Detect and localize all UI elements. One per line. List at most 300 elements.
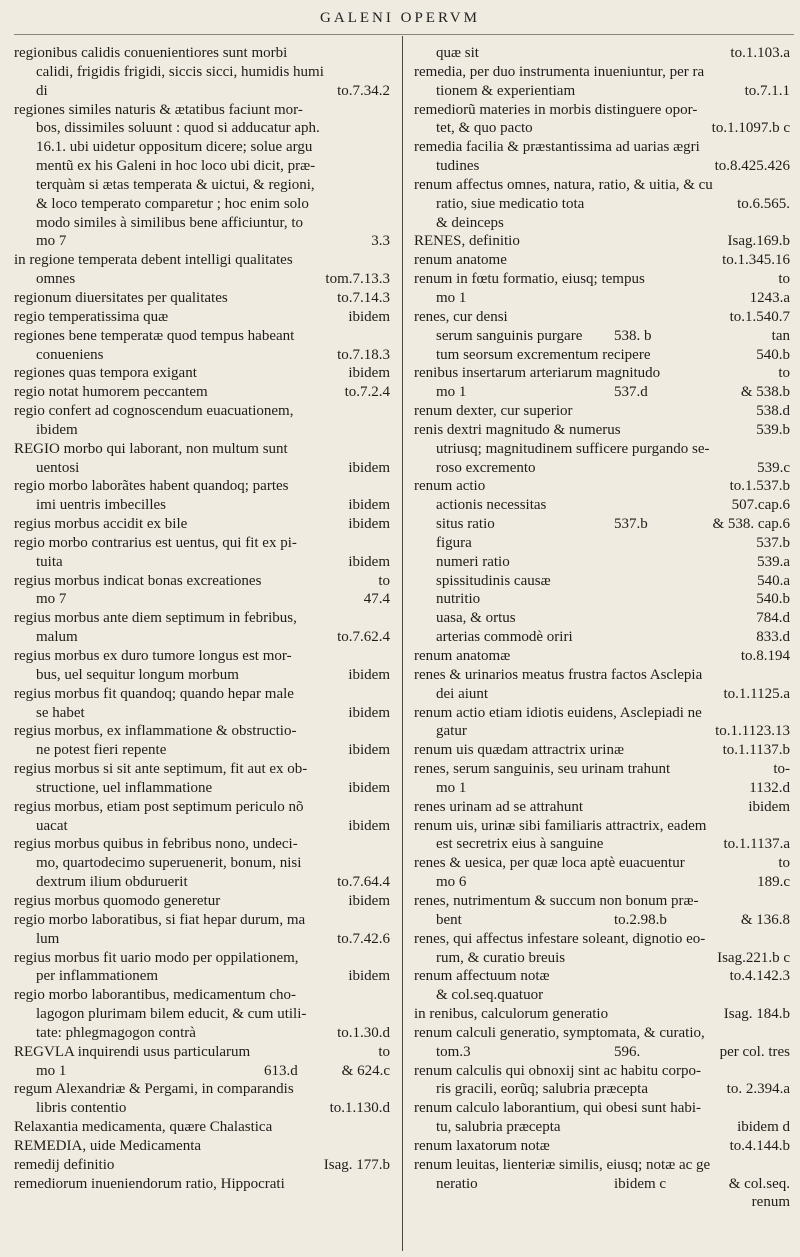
entry-reference: to.1.103.a [730,45,790,61]
entry-text: tum seorsum excrementum recipere [436,346,651,363]
index-line [414,590,794,609]
entry-text: se habet [36,704,85,721]
index-line [14,760,394,779]
entry-text: REMEDIA, uide Medicamenta [14,1137,202,1154]
index-line [414,704,794,723]
entry-reference: to- [773,761,790,778]
entry-text: dextrum ilium obduruerit [36,874,188,891]
entry-text: renum calculis qui obnoxij sint ac habitu corpo- [414,1062,702,1079]
entry-text: renum leuitas, lienteriæ similis, eiusq; notæ ac ge [414,1156,711,1173]
entry-text: regius morbus accidit ex bile [14,516,188,533]
entry-text: remedia, per duo instrumenta inueniuntur, per ra [414,63,705,80]
entry-text: modo similes à similibus bene afficiuntur, to [36,214,304,231]
entry-text: quæ sit [436,45,479,61]
entry-text: mo 7 [36,233,67,250]
index-line [414,911,794,930]
entry-text: regio temperatissima quæ [14,308,169,325]
index-line [14,44,394,63]
entry-text: regius morbus fit uario modo per oppilationem, [14,949,299,966]
entry-text: lum [36,930,60,947]
entry-reference: ibidem [348,817,390,834]
entry-text: ris gracili, eorũq; salubria præcepta [436,1081,649,1098]
entry-text: renis dextri magnitudo & numerus [414,421,621,438]
index-line [414,101,794,120]
index-line [414,1024,794,1043]
left-column [14,44,394,1193]
index-line [14,402,394,421]
entry-text: REGIO morbo qui laborant, non multum sunt [14,440,288,457]
index-line [414,44,794,63]
entry-reference: 1132.d [749,779,790,796]
entry-text: regionibus calidis conuenientiores sunt morbi [14,45,288,61]
column-divider [402,36,403,1251]
entry-text: remediorum inueniendorum ratio, Hippocrati [14,1175,285,1192]
entry-text: tate: phlegmagogon contrà [36,1024,196,1041]
entry-text: regiones quas tempora exigant [14,365,197,382]
entry-text: neratio [436,1175,478,1192]
entry-text: renes, nutrimentum & succum non bonum præ- [414,892,699,909]
entry-text: mo 7 [36,591,67,608]
index-line [414,232,794,251]
entry-reference: ibidem d [737,1119,790,1136]
entry-reference: to.1.540.7 [729,308,790,325]
index-line [414,1137,794,1156]
entry-text: RENES, definitio [414,233,520,250]
running-head: GALENI OPERVM [320,10,480,26]
index-line [14,873,394,892]
entry-reference: to [778,365,790,382]
entry-reference: & 538. cap.6 [712,516,790,533]
index-line [414,195,794,214]
index-line [14,195,394,214]
index-line [14,741,394,760]
index-line [14,779,394,798]
entry-text: tu, salubria præcepta [436,1119,561,1136]
entry-text: bus, uel sequitur longum morbum [36,666,239,683]
entry-text: & loco temperato comparetur ; hoc enim solo [36,195,309,212]
index-line [414,1005,794,1024]
entry-text: numeri ratio [436,553,510,570]
entry-reference: to. 2.394.a [726,1081,790,1098]
entry-reference: to.7.18.3 [337,346,390,363]
entry-reference: 1243.a [749,289,790,306]
index-line [14,854,394,873]
entry-reference: to.8.194 [740,648,790,664]
entry-text: remediorũ materies in morbis distinguere opor- [414,101,698,118]
index-line [14,647,394,666]
index-line [414,967,794,986]
entry-ref-mid: 537.b [614,516,648,533]
entry-text: renum anatome [414,252,507,269]
index-line [14,666,394,685]
entry-reference: ibidem [348,553,390,570]
entry-reference: 3.3 [371,233,390,250]
index-line [414,1118,794,1137]
index-line [14,232,394,251]
index-line [414,383,794,402]
entry-text: ne potest fieri repente [36,742,167,759]
entry-ref-mid: 596. [614,1043,641,1060]
index-line [414,986,794,1005]
entry-text: renum calculi generatio, symptomata, & curatio, [414,1024,705,1041]
entry-text: mo 1 [436,779,467,796]
index-line [414,459,794,478]
index-line [414,82,794,101]
entry-reference: to [378,572,390,589]
index-line [14,534,394,553]
right-column [414,44,794,1212]
index-line [14,704,394,723]
index-line [414,421,794,440]
index-line [14,383,394,402]
index-line [414,308,794,327]
entry-text: situs ratio [436,516,495,533]
entry-reference: Isag.169.b [727,233,790,250]
index-line [14,364,394,383]
entry-text: utriusq; magnitudinem sufficere purgando se- [436,440,710,457]
entry-reference: 538.d [756,403,790,420]
index-line [14,1156,394,1175]
index-line [414,1099,794,1118]
index-line [14,477,394,496]
entry-reference: 540.b [756,346,790,363]
entry-text: est secretrix eius à sanguine [436,836,604,853]
entry-reference: 539.a [757,553,790,570]
entry-text: tionem & experientiam [436,82,576,99]
entry-reference: tan [771,327,790,344]
index-line [414,1175,794,1194]
entry-reference: 539.b [756,421,790,438]
entry-reference: ibidem [748,798,790,815]
index-line [414,685,794,704]
entry-ref-mid: ibidem c [614,1175,667,1192]
index-line [14,722,394,741]
index-line [14,572,394,591]
entry-text: regius morbus quomodo generetur [14,892,221,909]
index-line [14,82,394,101]
index-line [414,1062,794,1081]
index-line [14,459,394,478]
entry-reference: to.1.537.b [729,478,790,495]
index-line [414,63,794,82]
index-line [414,327,794,346]
entry-reference: to.1.1097.b c [711,120,790,137]
index-line [14,628,394,647]
index-line [414,572,794,591]
entry-text: regionum diuersitates per qualitates [14,289,228,306]
entry-reference: Isag. 184.b [723,1006,790,1023]
entry-text: tudines [436,158,480,175]
index-line [414,930,794,949]
index-line [414,741,794,760]
entry-text: regius morbus quibus in febribus nono, undeci- [14,836,298,853]
index-line [414,1193,794,1212]
entry-text: renes, serum sanguinis, seu urinam trahunt [414,761,671,778]
index-line [414,628,794,647]
index-line [414,609,794,628]
index-line [14,949,394,968]
index-line [414,364,794,383]
entry-text: spissitudinis causæ [436,572,551,589]
entry-text: tuita [36,553,63,570]
index-line [414,176,794,195]
entry-reference: to.7.14.3 [337,289,390,306]
entry-ref-mid: 613.d [264,1062,298,1079]
index-line [14,798,394,817]
entry-reference: 189.c [757,874,790,891]
entry-text: renum uis quædam attractrix urinæ [414,742,624,759]
entry-text: mo, quartodecimo superuenerit, bonum, nisi [36,855,302,872]
entry-ref-mid: to.2.98.b [614,911,667,928]
entry-text: renum affectuum notæ [414,968,550,985]
entry-text: rum, & curatio breuis [436,949,566,966]
entry-reference: 537.b [756,534,790,551]
index-line [14,119,394,138]
entry-reference: to.7.34.2 [337,82,390,99]
index-line [14,967,394,986]
index-line [414,779,794,798]
entry-text: figura [436,534,472,551]
entry-text: regius morbus si sit ante septimum, fit aut ex ob- [14,761,308,778]
entry-text: regio notat humorem peccantem [14,384,208,401]
entry-text: renum actio etiam idiotis euidens, Asclepiadi ne [414,704,702,721]
entry-reference: ibidem [348,459,390,476]
entry-reference: 47.4 [363,591,390,608]
index-line [414,515,794,534]
index-line [14,270,394,289]
entry-text: regius morbus indicat bonas excreationes [14,572,262,589]
entry-text: ibidem [36,421,78,438]
entry-text: remedij definitio [14,1156,115,1173]
entry-text: regius morbus, ex inflammatione & obstructio- [14,723,297,740]
entry-text: terquàm si ætas temperata & uictui, & regioni, [36,176,315,193]
entry-reference: & 624.c [341,1062,390,1079]
entry-text: & deinceps [436,214,504,231]
index-line [14,101,394,120]
entry-text: bos, dissimiles soluunt : quod si adducatur aph. [36,120,320,137]
entry-reference: to.7.42.6 [337,930,390,947]
entry-text: tet, & quo pacto [436,120,533,137]
entry-reference: 539.c [757,459,790,476]
entry-text: malum [36,629,78,646]
index-line [414,1043,794,1062]
entry-text: regio confert ad cognoscendum euacuationem, [14,403,294,420]
entry-reference: to [778,855,790,872]
entry-reference: ibidem [348,779,390,796]
entry-text: mo 6 [436,874,467,891]
entry-text: roso excremento [436,459,536,476]
entry-text: in renibus, calculorum generatio [414,1006,609,1023]
entry-reference: to.7.1.1 [744,82,790,99]
entry-text: renum anatomæ [414,648,511,664]
index-line [414,722,794,741]
entry-text: regiones bene temperatæ quod tempus habeant [14,327,295,344]
index-line [14,1062,394,1081]
index-line [414,270,794,289]
entry-reference: & 136.8 [740,911,790,928]
entry-reference: 507.cap.6 [731,497,790,514]
index-line [14,327,394,346]
entry-text: renes urinam ad se attrahunt [414,798,584,815]
entry-reference: ibidem [348,704,390,721]
entry-text: tom.3 [436,1043,471,1060]
entry-text: imi uentris imbecilles [36,497,166,514]
index-line [14,1099,394,1118]
entry-text: mentũ ex his Galeni in hoc loco ubi dicit, præ- [36,158,316,175]
index-line [14,440,394,459]
entry-text: regius morbus fit quandoq; quando hepar male [14,685,294,702]
index-line [414,892,794,911]
entry-reference: ibidem [348,365,390,382]
index-line [414,402,794,421]
entry-reference: ibidem [348,497,390,514]
entry-reference: 540.b [756,591,790,608]
entry-text: renum calculo laborantium, qui obesi sunt habi- [414,1100,702,1117]
index-line [14,911,394,930]
entry-text: uasa, & ortus [436,610,516,627]
entry-text: renum uis, urinæ sibi familiaris attractrix, eadem [414,817,707,834]
index-line [14,63,394,82]
entry-reference: to.1.1123.13 [715,723,790,740]
entry-text: renum laxatorum notæ [414,1137,550,1154]
entry-text: serum sanguinis purgare [436,327,583,344]
entry-reference: ibidem [348,516,390,533]
entry-text: arterias commodè oriri [436,629,573,646]
entry-reference: to [778,271,790,288]
entry-text: regius morbus ex duro tumore longus est mor- [14,648,292,664]
index-line [414,854,794,873]
index-line [14,1080,394,1099]
entry-ref-mid: 538. b [614,327,652,344]
entry-reference: to.1.1137.b [722,742,790,759]
entry-text: 16.1. ubi uidetur oppositum dicere; solue argu [36,139,313,156]
index-line [414,440,794,459]
entry-text: & col.seq.quatuor [436,987,544,1004]
index-line [14,1175,394,1194]
index-line [14,835,394,854]
entry-text: conueniens [36,346,104,363]
entry-reference: & col.seq. [728,1175,790,1192]
index-line [414,119,794,138]
entry-text: regiones similes naturis & ætatibus faciunt mor- [14,101,303,118]
index-line [14,609,394,628]
entry-text: regio morbo contrarius est uentus, qui fit ex pi- [14,534,297,551]
index-line [414,873,794,892]
entry-text: renes, qui affectus infestare soleant, dignotio eo- [414,930,706,947]
entry-reference: to.4.142.3 [729,968,790,985]
entry-reference: to.1.1125.a [723,685,790,702]
index-line [414,760,794,779]
index-line [414,817,794,836]
index-line [414,1080,794,1099]
index-line [14,157,394,176]
entry-text: nutritio [436,591,481,608]
index-line [14,553,394,572]
index-line [14,1005,394,1024]
entry-reference: to.7.62.4 [337,629,390,646]
entry-text: Relaxantia medicamenta, quære Chalastica [14,1119,273,1136]
entry-reference: Isag.221.b c [717,949,790,966]
entry-text: structione, uel inflammatione [36,779,213,796]
index-line [14,590,394,609]
index-line [14,515,394,534]
entry-reference: ibidem [348,892,390,909]
entry-text: regius morbus, etiam post septimum periculo nõ [14,798,304,815]
entry-text: gatur [436,723,467,740]
entry-reference: to.1.1137.a [723,836,790,853]
entry-reference: ibidem [348,742,390,759]
entry-text: per inflammationem [36,968,159,985]
entry-text: renum in fœtu formatio, eiusq; tempus [414,271,645,288]
index-line [14,1118,394,1137]
entry-text: regio morbo laborantibus, medicamentum cho- [14,987,297,1004]
index-line [14,1043,394,1062]
index-line [14,986,394,1005]
entry-reference: to.8.425.426 [714,158,790,175]
entry-text: regio morbo laborãtes habent quandoq; partes [14,478,289,495]
index-line [414,214,794,233]
entry-reference: to.1.345.16 [722,252,790,269]
index-line [414,157,794,176]
entry-reference: to.1.130.d [329,1100,390,1117]
index-line [414,496,794,515]
index-line [14,930,394,949]
entry-text: bent [436,911,462,928]
index-line [414,835,794,854]
entry-text: omnes [36,271,76,288]
index-line [414,949,794,968]
entry-reference: & 538.b [740,384,790,401]
entry-reference: to [378,1043,390,1060]
entry-reference: ibidem [348,968,390,985]
index-line [14,892,394,911]
index-line [14,496,394,515]
index-line [414,138,794,157]
entry-reference: ibidem [348,666,390,683]
entry-text: regum Alexandriæ & Pergami, in comparandis [14,1081,294,1098]
index-line [14,289,394,308]
index-line [414,346,794,365]
entry-reference: 784.d [756,610,790,627]
entry-reference: 833.d [756,629,790,646]
entry-text: lagogon plurimam bilem educit, & cum utili- [36,1006,307,1023]
index-line [14,308,394,327]
entry-text: renum dexter, cur superior [414,403,573,420]
entry-reference: to.6.565. [737,195,790,212]
entry-text: di [36,82,48,99]
index-line [414,647,794,666]
entry-text: actionis necessitas [436,497,547,514]
index-line [14,817,394,836]
entry-text: mo 1 [36,1062,67,1079]
entry-text: in regione temperata debent intelligi qualitates [14,252,293,269]
index-line [414,1156,794,1175]
header-rule [14,34,794,35]
entry-reference: to.4.144.b [729,1137,790,1154]
entry-text: regius morbus ante diem septimum in febribus, [14,610,297,627]
entry-text: renes & uesica, per quæ loca aptè euacuentur [414,855,685,872]
entry-reference: to.1.30.d [337,1024,390,1041]
entry-reference: to.7.64.4 [337,874,390,891]
index-line [414,798,794,817]
index-line [14,251,394,270]
entry-text: remedia facilia & præstantissima ad uarias ægri [414,139,700,156]
index-line [414,251,794,270]
index-line [14,1137,394,1156]
entry-text: mo 1 [436,384,467,401]
index-line [14,685,394,704]
entry-text: calidi, frigidis frigidi, siccis sicci, humidis humi [36,63,324,80]
